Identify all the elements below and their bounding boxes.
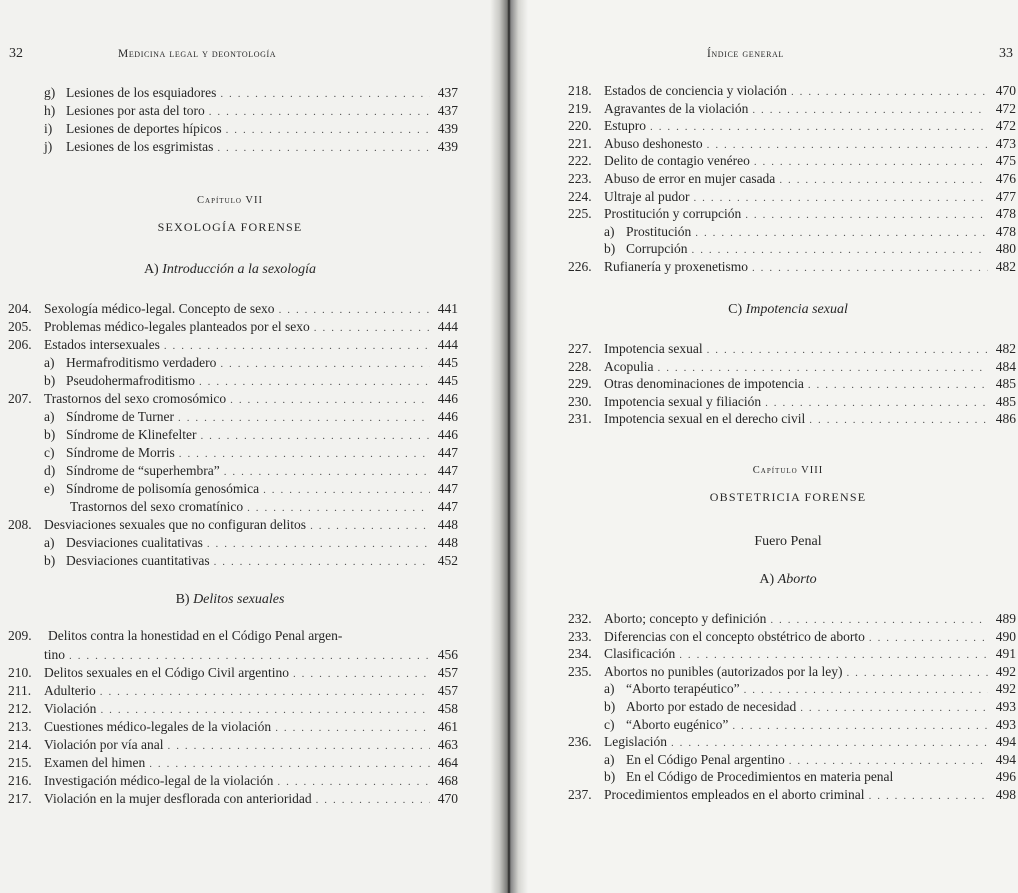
toc-entry [568, 663, 1016, 681]
leader-dots [293, 665, 430, 683]
leader-dots [765, 394, 988, 412]
toc-entry-page: 452 [437, 553, 458, 568]
toc-entry-subletter: b) [44, 373, 56, 388]
toc-entry-number: 225. [568, 206, 592, 222]
toc-entry-page: 482 [995, 259, 1016, 274]
toc-entry-subletter: j) [44, 139, 53, 154]
toc-entry-title: Agravantes de la violación [604, 100, 749, 116]
toc-entry-number: 206. [8, 337, 32, 352]
toc-entry-page: 494 [995, 734, 1016, 750]
leader-dots [263, 481, 430, 499]
toc-entry-title: Impotencia sexual [604, 341, 703, 356]
leader-dots [791, 83, 988, 101]
right-running-header: Índice general [707, 48, 784, 60]
right-page-number: 33 [999, 46, 1013, 61]
toc-entry-title: Pseudohermafroditismo [66, 373, 195, 388]
toc-entry-page: 457 [437, 665, 458, 680]
leader-dots [707, 341, 988, 359]
toc-entry-page: 448 [437, 535, 458, 550]
toc-entry [8, 390, 458, 408]
toc-entry-title: Legislación [604, 734, 667, 750]
toc-entry-number: 214. [8, 737, 32, 752]
leader-dots [275, 719, 430, 737]
toc-entry [8, 300, 458, 318]
left-page-number: 32 [9, 46, 23, 61]
toc-entry-title: Impotencia sexual en el derecho civil [604, 411, 806, 427]
entry-209-number: 209. [8, 628, 32, 643]
toc-entry [8, 772, 458, 790]
toc-entry-title: Rufianería y proxenetismo [604, 259, 748, 274]
toc-entry-number: 218. [568, 83, 592, 98]
leader-dots [226, 121, 430, 139]
toc-entry-subletter: h) [44, 103, 56, 118]
toc-entry [8, 736, 458, 754]
leader-dots [846, 664, 988, 682]
toc-entry-title: Lesiones de los esgrimistas [66, 139, 214, 154]
toc-entry-page: 461 [437, 719, 458, 734]
toc-entry-page: 445 [437, 373, 458, 388]
book-gutter [490, 0, 528, 893]
toc-entry-number: 232. [568, 611, 592, 626]
toc-entry [8, 318, 458, 336]
toc-entry-subletter: a) [44, 355, 55, 370]
toc-entry-title: Síndrome de Turner [66, 409, 174, 424]
toc-entry-subletter: b) [44, 427, 56, 442]
toc-entry-page: 498 [995, 787, 1016, 802]
leader-dots [692, 241, 989, 259]
toc-entry-subletter: a) [604, 681, 615, 697]
left-page [0, 0, 500, 893]
toc-entry-title: Diferencias con el concepto obstétrico de aborto [604, 628, 865, 644]
toc-entry-title: Violación en la mujer desflorada con anterioridad [44, 791, 312, 806]
right-section-c-heading [568, 302, 1008, 318]
toc-entry-subletter: a) [44, 409, 55, 424]
leader-dots [809, 411, 988, 429]
toc-entry [568, 358, 1016, 376]
leader-dots [149, 755, 430, 773]
toc-entry-number: 224. [568, 188, 592, 204]
toc-entry-page: 492 [995, 663, 1016, 679]
leader-dots [789, 752, 988, 770]
toc-entry-title: Síndrome de Klinefelter [66, 427, 197, 442]
toc-entry-number: 223. [568, 171, 592, 186]
toc-entry-title: Abuso de error en mujer casada [604, 171, 776, 186]
toc-entry [568, 152, 1016, 170]
toc-entry [568, 680, 1016, 698]
toc-entry-number: 217. [8, 791, 32, 806]
toc-entry [568, 628, 1016, 646]
toc-entry-title: Delitos sexuales en el Código Civil argentino [44, 665, 289, 680]
toc-entry-page: 473 [995, 135, 1016, 151]
toc-entry-subletter: g) [44, 85, 56, 100]
toc-entry-number: 222. [568, 153, 592, 169]
toc-entry-title: Desviaciones cuantitativas [66, 553, 210, 568]
toc-entry-title: Hermafroditismo verdadero [66, 355, 217, 370]
leader-dots [770, 611, 988, 629]
toc-entry-page: 444 [437, 319, 458, 334]
toc-entry [8, 516, 458, 534]
toc-entry [8, 534, 458, 552]
toc-entry-number: 212. [8, 701, 32, 716]
leader-dots [277, 773, 430, 791]
toc-entry [8, 84, 458, 102]
leader-dots [200, 427, 430, 445]
leader-dots [69, 647, 430, 665]
leader-dots [207, 535, 430, 553]
right-section-c-letter: C) [728, 302, 743, 317]
toc-entry-page: 472 [995, 118, 1016, 134]
toc-entry-page: 493 [995, 716, 1016, 732]
toc-entry-page: 446 [437, 391, 458, 406]
toc-entry-page: 445 [437, 355, 458, 370]
toc-entry [8, 102, 458, 120]
toc-entry-subletter: b) [604, 769, 616, 785]
toc-entry-title: Sexología médico-legal. Concepto de sexo [44, 301, 275, 316]
toc-entry-title: Prostitución [626, 223, 692, 239]
toc-entry-title: Impotencia sexual y filiación [604, 393, 762, 409]
toc-entry-subletter: a) [604, 751, 615, 767]
toc-entry-number: 229. [568, 376, 592, 392]
toc-entry-title: Desviaciones cualitativas [66, 535, 203, 550]
toc-entry-page: 491 [995, 646, 1016, 662]
toc-entry-number: 228. [568, 358, 592, 374]
toc-entry-number: 220. [568, 118, 592, 134]
toc-entry-page: 493 [995, 699, 1016, 714]
toc-entry-title: Estados de conciencia y violación [604, 83, 787, 98]
leader-dots [310, 517, 430, 535]
leader-dots [179, 445, 430, 463]
toc-entry-title: Síndrome de Morris [66, 445, 175, 460]
toc-entry-number: 210. [8, 665, 32, 680]
toc-entry-title: Adulterio [44, 683, 96, 698]
toc-entry-title: Investigación médico-legal de la violación [44, 773, 274, 788]
toc-entry-page: 478 [995, 206, 1016, 222]
toc-entry [8, 138, 458, 156]
toc-entry-page: 439 [437, 121, 458, 136]
toc-entry [568, 393, 1016, 411]
right-section-a-letter: A) [759, 572, 775, 587]
toc-entry-title: Abortos no punibles (autorizados por la ley) [604, 663, 843, 679]
left-chapter-label: Capítulo VII [197, 195, 263, 206]
toc-entry-title: Aborto por estado de necesidad [626, 699, 797, 714]
toc-entry-page: 470 [437, 791, 458, 806]
toc-entry-title: En el Código Penal argentino [626, 751, 785, 767]
leader-dots [732, 717, 988, 735]
toc-entry [568, 610, 1016, 628]
toc-entry-title: Trastornos del sexo cromatínico [70, 499, 244, 514]
toc-entry-page: 480 [995, 241, 1016, 257]
toc-entry-number: 221. [568, 135, 592, 151]
toc-entry-number: 226. [568, 259, 592, 274]
left-section-a-title: Introducción a la sexología [162, 262, 317, 277]
toc-entry [568, 135, 1016, 153]
leader-dots [779, 171, 988, 189]
toc-entry [8, 120, 458, 138]
toc-entry-title: Aborto; concepto y definición [604, 611, 767, 626]
toc-entry [568, 223, 1016, 241]
toc-entry-title: Ultraje al pudor [604, 188, 690, 204]
toc-entry-page: 446 [437, 427, 458, 442]
toc-entry-page: 475 [995, 153, 1016, 169]
toc-entry-page: 484 [995, 358, 1016, 374]
toc-entry-subletter: b) [44, 553, 56, 568]
toc-entry [8, 444, 458, 462]
toc-entry-number: 234. [568, 646, 592, 662]
toc-entry-title: “Aborto terapéutico” [626, 681, 740, 697]
toc-entry-number: 208. [8, 517, 32, 532]
toc-entry-page: 457 [437, 683, 458, 698]
leader-dots [279, 301, 430, 319]
leader-dots [178, 409, 430, 427]
toc-entry-title: Examen del himen [44, 755, 146, 770]
leader-dots [168, 737, 430, 755]
leader-dots [869, 629, 988, 647]
toc-entry [8, 462, 458, 480]
toc-entry-page: 470 [995, 83, 1016, 98]
leader-dots [214, 553, 430, 571]
toc-entry-subletter: b) [604, 241, 616, 257]
toc-entry-number: 230. [568, 393, 592, 409]
toc-entry [568, 240, 1016, 258]
toc-entry-title: Abuso deshonesto [604, 135, 703, 151]
toc-entry-page: 439 [437, 139, 458, 154]
toc-entry-number: 205. [8, 319, 32, 334]
leader-dots [707, 136, 988, 154]
leader-dots [745, 206, 988, 224]
toc-entry [568, 410, 1016, 428]
toc-entry-page: 486 [995, 411, 1016, 427]
right-page [510, 0, 1018, 893]
toc-entry-number: 231. [568, 411, 592, 427]
leader-dots [100, 683, 430, 701]
toc-entry [568, 170, 1016, 188]
left-section-b-heading [0, 592, 460, 608]
toc-entry [8, 682, 458, 700]
toc-entry [568, 768, 1016, 786]
toc-entry [568, 716, 1016, 734]
toc-entry-subletter: i) [44, 121, 53, 136]
toc-entry [8, 354, 458, 372]
right-chapter-title: OBSTETRICIA FORENSE [709, 490, 867, 504]
toc-entry-title: Lesiones de deportes hípicos [66, 121, 222, 136]
toc-entry-subletter: a) [44, 535, 55, 550]
toc-entry-title: Síndrome de “superhembra” [66, 463, 220, 478]
toc-entry [568, 375, 1016, 393]
toc-entry [568, 733, 1016, 751]
toc-entry [8, 700, 458, 718]
toc-entry-number: 227. [568, 341, 592, 356]
toc-entry-title: Problemas médico-legales planteados por el sexo [44, 319, 310, 334]
toc-entry [8, 718, 458, 736]
entry-209-title: Delitos contra la honestidad en el Código Penal argen- [48, 628, 343, 643]
toc-entry [568, 117, 1016, 135]
toc-entry-title: Delito de contagio venéreo [604, 153, 750, 169]
toc-entry-page: 477 [995, 188, 1016, 204]
toc-entry-number: 211. [8, 683, 32, 698]
right-section-a-heading [568, 572, 1008, 588]
toc-entry-page: 437 [437, 103, 458, 118]
toc-entry-title: Cuestiones médico-legales de la violación [44, 719, 272, 734]
toc-entry-subletter: e) [44, 481, 55, 496]
toc-entry-title: Prostitución y corrupción [604, 206, 742, 222]
toc-entry-page: 437 [437, 85, 458, 100]
toc-entry-page: 458 [437, 701, 458, 716]
left-section-a-letter: A) [143, 262, 159, 277]
toc-entry-title: Acopulia [604, 358, 654, 374]
right-section-c-title: Impotencia sexual [745, 302, 848, 317]
leader-dots [316, 791, 430, 809]
toc-entry-page: 446 [437, 409, 458, 424]
toc-entry-page: 456 [437, 647, 458, 662]
leader-dots [869, 787, 988, 805]
toc-entry-page: 489 [995, 611, 1016, 626]
toc-entry [568, 751, 1016, 769]
toc-entry-title: Lesiones por asta del toro [66, 103, 205, 118]
toc-entry-number: 233. [568, 628, 592, 644]
toc-entry-title: tino [44, 647, 66, 662]
toc-entry-number: 219. [568, 100, 592, 116]
leader-dots [220, 355, 430, 373]
toc-entry-page: 496 [995, 769, 1016, 785]
right-chapter-label: Capítulo VIII [752, 465, 824, 476]
leader-dots [220, 85, 430, 103]
toc-entry-title: Estupro [604, 118, 646, 134]
left-section-a-heading [0, 262, 460, 278]
leader-dots [671, 734, 988, 752]
toc-entry-title: Desviaciones sexuales que no configuran delitos [44, 517, 307, 532]
leader-dots [650, 118, 988, 136]
toc-entry-title: Síndrome de polisomía genosómica [66, 481, 260, 496]
right-fuero-heading: Fuero Penal [754, 534, 822, 549]
toc-entry-number: 213. [8, 719, 32, 734]
toc-entry-title: En el Código de Procedimientos en materia penal [626, 769, 894, 785]
toc-entry [8, 754, 458, 772]
toc-entry-page: 472 [995, 100, 1016, 116]
left-section-b-letter: B) [175, 592, 190, 607]
toc-entry-page: 485 [995, 376, 1016, 392]
toc-entry [8, 480, 458, 498]
toc-entry-title: Violación [44, 701, 97, 716]
toc-entry-page: 476 [995, 171, 1016, 186]
toc-entry [8, 372, 458, 390]
leader-dots [754, 153, 988, 171]
leader-dots [217, 139, 430, 157]
toc-entry-title: Lesiones de los esquiadores [66, 85, 217, 100]
toc-entry-page: 447 [437, 481, 458, 496]
leader-dots [100, 701, 430, 719]
toc-entry-page: 482 [995, 341, 1016, 356]
toc-entry-subletter: a) [604, 223, 615, 239]
toc-entry [568, 188, 1016, 206]
toc-entry-page: 447 [437, 499, 458, 514]
toc-entry-title: Corrupción [626, 241, 688, 257]
toc-entry-title: Clasificación [604, 646, 676, 662]
toc-entry [8, 646, 458, 664]
leader-dots [230, 391, 430, 409]
toc-entry [568, 645, 1016, 663]
toc-entry-title: Otras denominaciones de impotencia [604, 376, 804, 392]
toc-entry-title: Violación por vía anal [44, 737, 164, 752]
leader-dots [164, 337, 430, 355]
toc-entry [8, 426, 458, 444]
leader-dots [658, 359, 989, 377]
toc-entry-209-line1 [8, 628, 342, 644]
leader-dots [752, 259, 988, 277]
toc-entry-number: 235. [568, 663, 592, 679]
toc-entry-page: 485 [995, 393, 1016, 409]
toc-entry-subletter: d) [44, 463, 56, 478]
toc-entry-number: 204. [8, 301, 32, 316]
leader-dots [209, 103, 430, 121]
toc-entry-title: “Aborto eugénico” [626, 716, 729, 732]
toc-entry-page: 447 [437, 463, 458, 478]
leader-dots [808, 376, 988, 394]
toc-entry [8, 408, 458, 426]
right-section-a-title: Aborto [777, 572, 817, 587]
toc-entry-page: 478 [995, 223, 1016, 239]
toc-entry-page: 464 [437, 755, 458, 770]
toc-entry [568, 82, 1016, 100]
leader-dots [224, 463, 430, 481]
toc-entry [568, 786, 1016, 804]
toc-entry [8, 664, 458, 682]
toc-entry-number: 236. [568, 734, 592, 750]
leader-dots [752, 101, 988, 119]
toc-entry [568, 205, 1016, 223]
leader-dots [247, 499, 430, 517]
toc-entry-title: Estados intersexuales [44, 337, 160, 352]
left-chapter-title: SEXOLOGÍA FORENSE [157, 220, 303, 234]
toc-entry [568, 698, 1016, 716]
toc-entry-page: 448 [437, 517, 458, 532]
leader-dots [679, 646, 988, 664]
leader-dots [199, 373, 430, 391]
toc-entry-page: 492 [995, 681, 1016, 697]
leader-dots [695, 224, 988, 242]
toc-entry [8, 552, 458, 570]
toc-entry-subletter: c) [604, 716, 615, 732]
toc-entry-title: Procedimientos empleados en el aborto criminal [604, 787, 865, 802]
left-running-header: Medicina legal y deontología [118, 48, 277, 60]
leader-dots [693, 189, 988, 207]
toc-entry [8, 498, 458, 516]
toc-entry-number: 215. [8, 755, 32, 770]
toc-entry-title: Trastornos del sexo cromosómico [44, 391, 227, 406]
toc-entry [568, 258, 1016, 276]
left-section-b-title: Delitos sexuales [193, 592, 285, 607]
toc-entry-number: 216. [8, 773, 32, 788]
toc-entry [568, 100, 1016, 118]
leader-dots [314, 319, 430, 337]
toc-entry-page: 444 [437, 337, 458, 352]
toc-entry-page: 490 [995, 628, 1016, 644]
toc-entry-subletter: b) [604, 699, 616, 714]
toc-entry-page: 468 [437, 773, 458, 788]
toc-entry [8, 336, 458, 354]
toc-entry-number: 237. [568, 787, 592, 802]
toc-entry [8, 790, 458, 808]
toc-entry-page: 494 [995, 751, 1016, 767]
toc-entry-page: 447 [437, 445, 458, 460]
toc-entry-page: 463 [437, 737, 458, 752]
leader-dots [744, 681, 988, 699]
toc-entry-subletter: c) [44, 445, 55, 460]
toc-entry-page: 441 [437, 301, 458, 316]
toc-entry-number: 207. [8, 391, 32, 406]
toc-entry [568, 340, 1016, 358]
leader-dots [800, 699, 988, 717]
